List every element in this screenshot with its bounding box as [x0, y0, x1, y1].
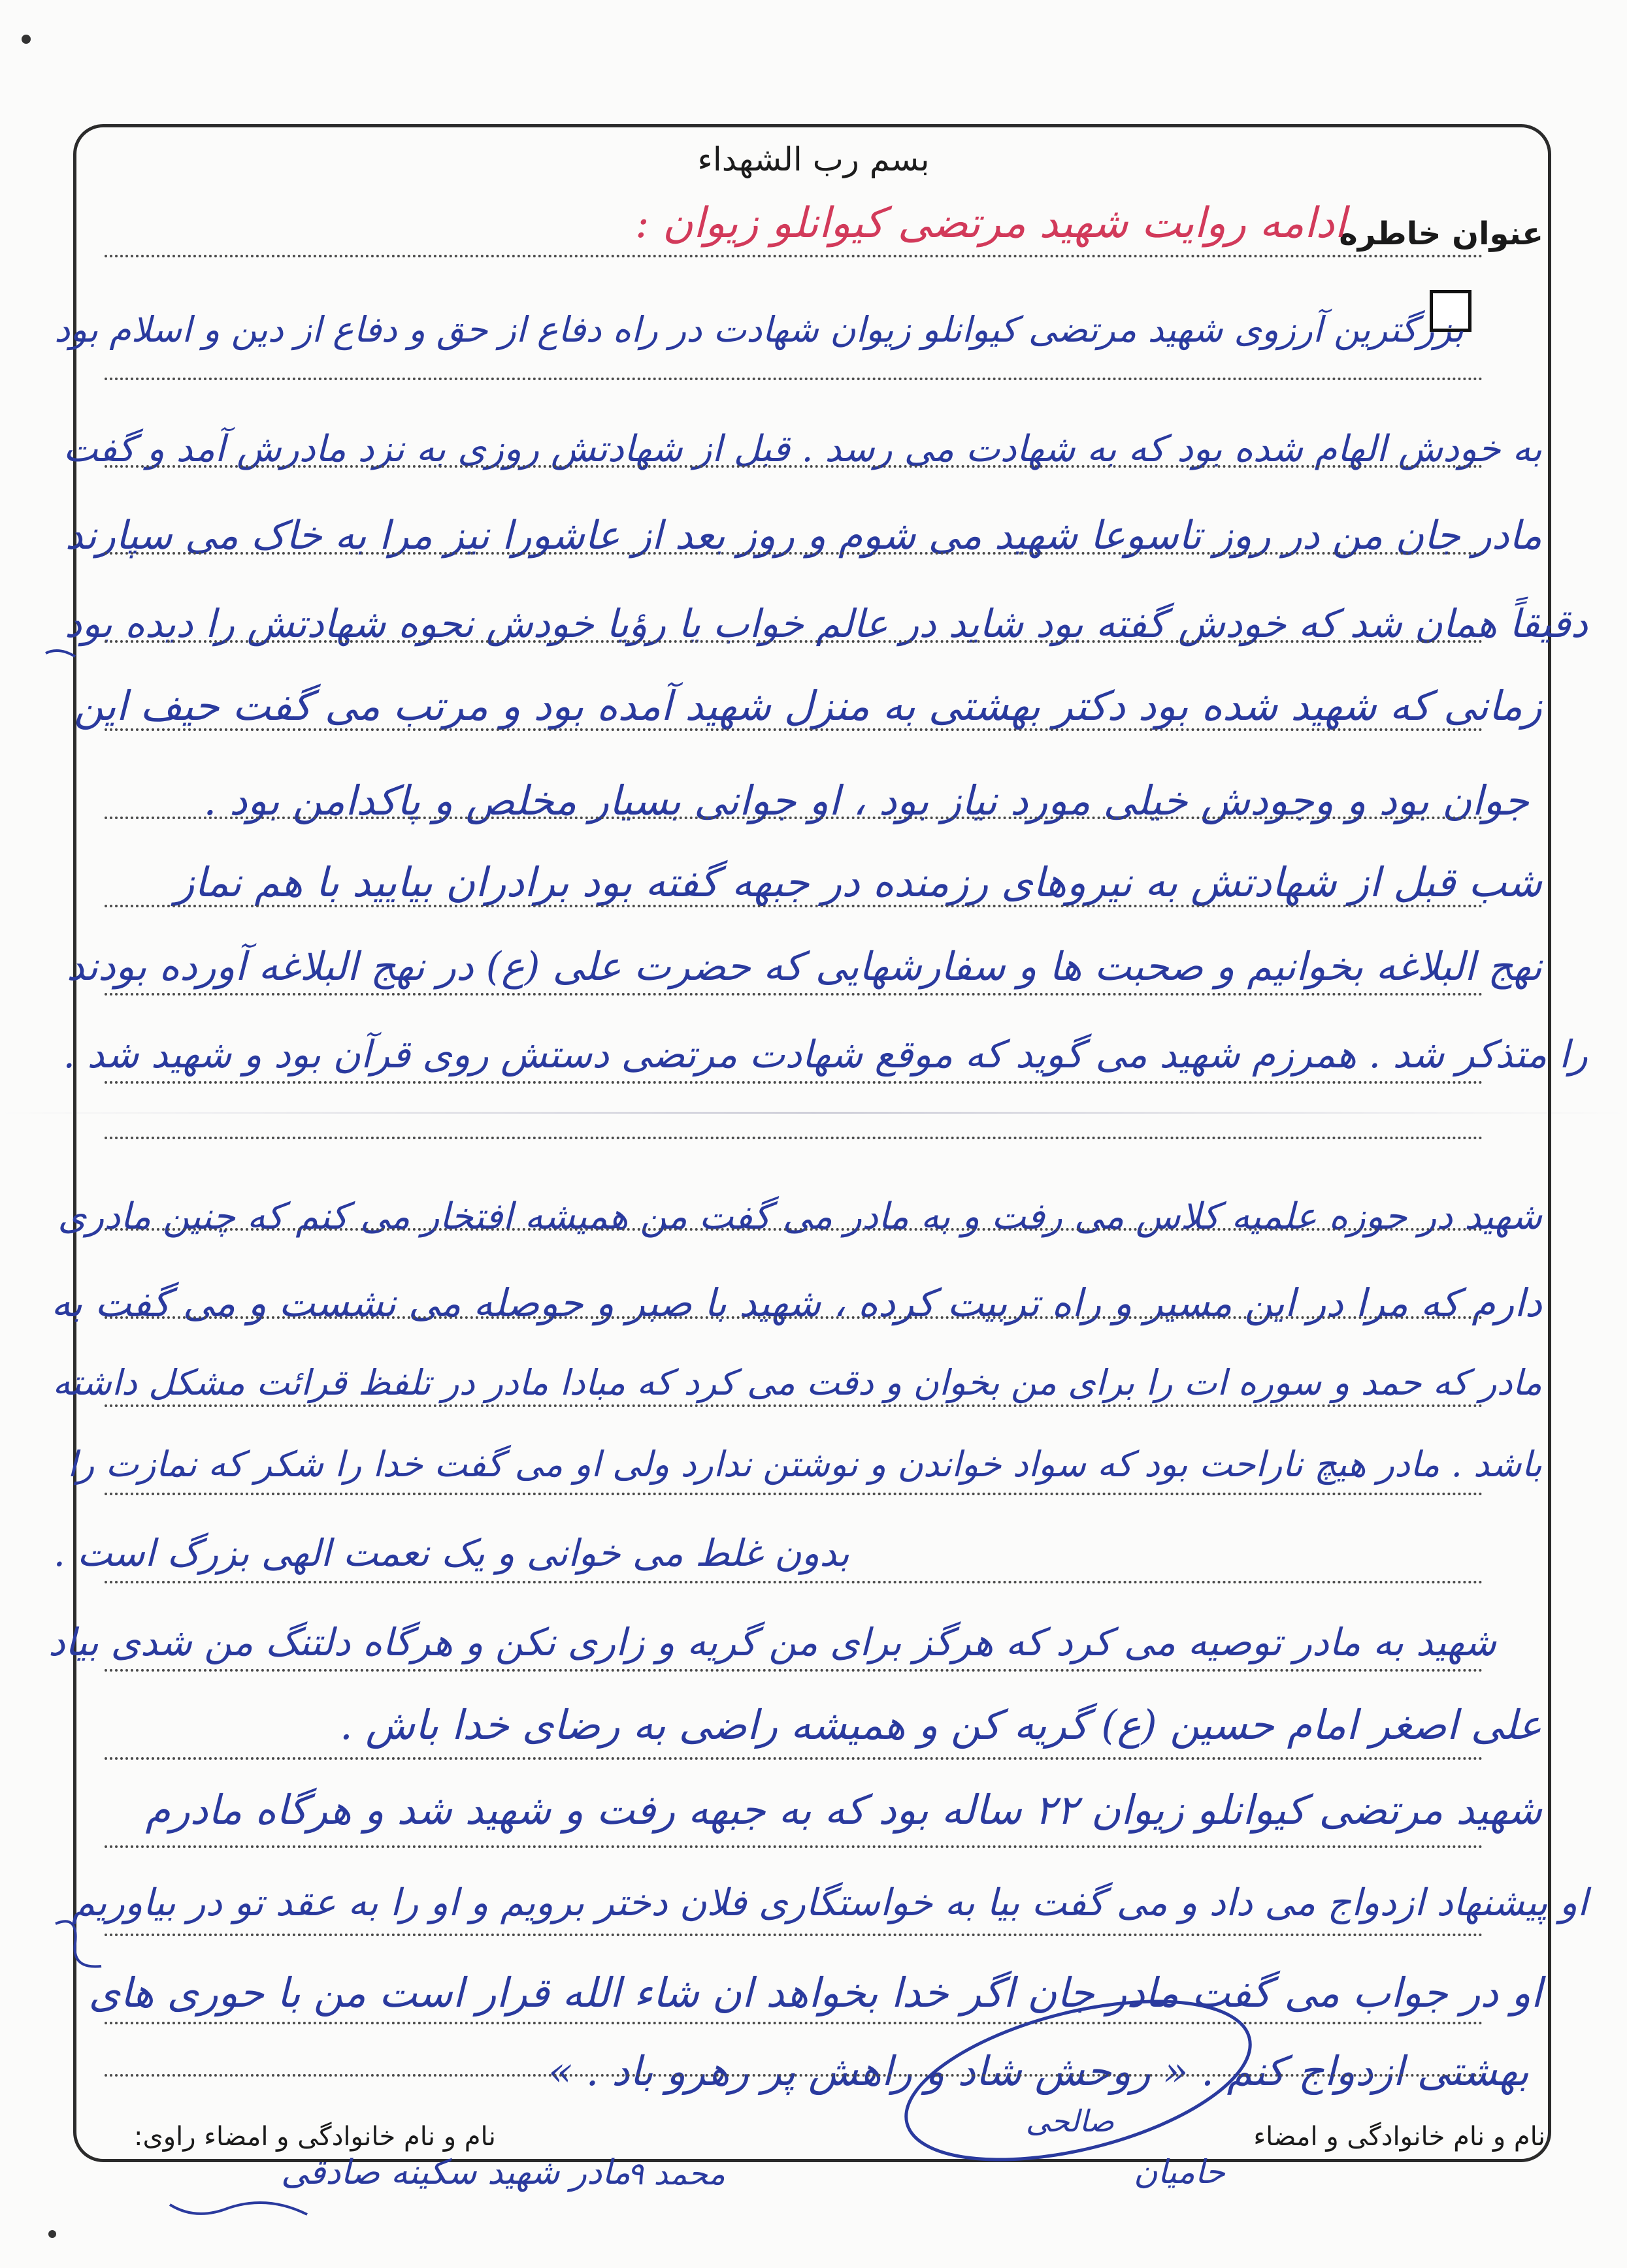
text-line: مادر که حمد و سوره ات را برای من بخوان و دقت می کرد که مبادا مادر در تلفظ قرائت مشکل داشته [52, 1362, 1542, 1403]
writer-signature-label: نام و نام خانوادگی و امضاء [1253, 2122, 1545, 2152]
text-line: باشد . مادر هیچ ناراحت بود که سواد خواندن و نوشتن ندارد ولی او می گفت خدا را شکر که نمازت را [67, 1444, 1542, 1485]
guardian-signature: حامیان [1134, 2153, 1225, 2191]
text-line: او پیشنهاد ازدواج می داد و می گفت بیا به خواستگاری فلان دختر برویم و او را به عقد تو در بیاوریم [71, 1881, 1588, 1924]
writer-signature: صالحی [1025, 2103, 1114, 2139]
memoir-title: ادامه روایت شهید مرتضی کیوانلو زیوان : [634, 199, 1346, 248]
signature-oval [891, 1971, 1266, 2190]
text-line: به خودش الهام شده بود که به شهادت می رسد . قبل از شهادتش روزی به نزد مادرش آمد و گفت [63, 428, 1542, 470]
title-label: عنوان خاطره [1339, 216, 1543, 252]
signature-stroke [170, 2203, 307, 2214]
text-line: او در جواب می گفت مادر جان اگر خدا بخواهد ان شاء الله قرار است من با حوری های [88, 1969, 1542, 2017]
text-line: علی اصغر امام حسین (ع) گریه کن و همیشه راضی به رضای خدا باش . [339, 1701, 1542, 1749]
text-line: نهج البلاغه بخوانیم و صحبت ها و سفارشهایی که حضرت علی (ع) در نهج البلاغه آورده بودند [66, 944, 1542, 990]
narrator-signature-label: نام و نام خانوادگی و امضاء راوی: [134, 2122, 496, 2152]
margin-stroke [46, 651, 75, 656]
text-line: دقیقاً همان شد که خودش گفته بود شاید در عالم خواب یا رؤیا خودش نحوه شهادتش را دیده بود [64, 601, 1588, 646]
text-line: بدون غلط می خوانی و یک نعمت الهی بزرگ است . [53, 1532, 849, 1575]
text-line: شب قبل از شهادتش به نیروهای رزمنده در جبهه گفته بود برادران بیایید با هم نماز [174, 858, 1542, 906]
margin-stroke [56, 1921, 101, 1966]
text-line: شهید به مادر توصیه می کرد که هرگز برای من گریه و زاری نکن و هرگاه دلتنگ من شدی بیاد [48, 1620, 1496, 1664]
text-line: شهید در حوزه علمیه کلاس می رفت و به مادر می گفت من همیشه افتخار می کنم که چنین مادری [58, 1195, 1542, 1238]
text-line: دارم که مرا در این مسیر و راه تربیت کرده ، شهید با صبر و حوصله می نشست و می گفت به [51, 1280, 1542, 1325]
text-line: مادر جان من در روز تاسوعا شهید می شوم و روز بعد از عاشورا نیز مرا به خاک می سپارند [65, 513, 1542, 559]
text-line: جوان بود و وجودش خیلی مورد نیاز بود ، او جوانی بسیار مخلص و پاکدامن بود . [203, 777, 1529, 824]
scan-dot [48, 2230, 56, 2238]
text-line: بزرگترین آرزوی شهید مرتضی کیوانلو زیوان شهادت در راه دفاع از حق و دفاع از دین و اسلام بود [54, 309, 1464, 350]
scan-dot [22, 35, 31, 44]
mother-signature: مادر شهید سکینه صادقی [281, 2153, 631, 2192]
text-line: زمانی که شهید شده بود دکتر بهشتی به منزل شهید آمده بود و مرتب می گفت حیف این [74, 682, 1542, 730]
text-line: بهشتی ازدواج کنم . « روحش شاد و راهش پر رهرو باد . » [548, 2047, 1529, 2095]
text-line: را متذکر شد . همرزم شهید می گوید که موقع شهادت مرتضی دستش روی قرآن بود و شهید شد . [63, 1032, 1588, 1077]
text-line: شهید مرتضی کیوانلو زیوان ۲۲ ساله بود که به جبهه رفت و شهید شد و هرگاه مادرم [145, 1786, 1542, 1834]
basmala-heading: بسم رب الشهداء [697, 140, 930, 178]
scribble-mark: محمد ۹ [627, 2156, 725, 2192]
